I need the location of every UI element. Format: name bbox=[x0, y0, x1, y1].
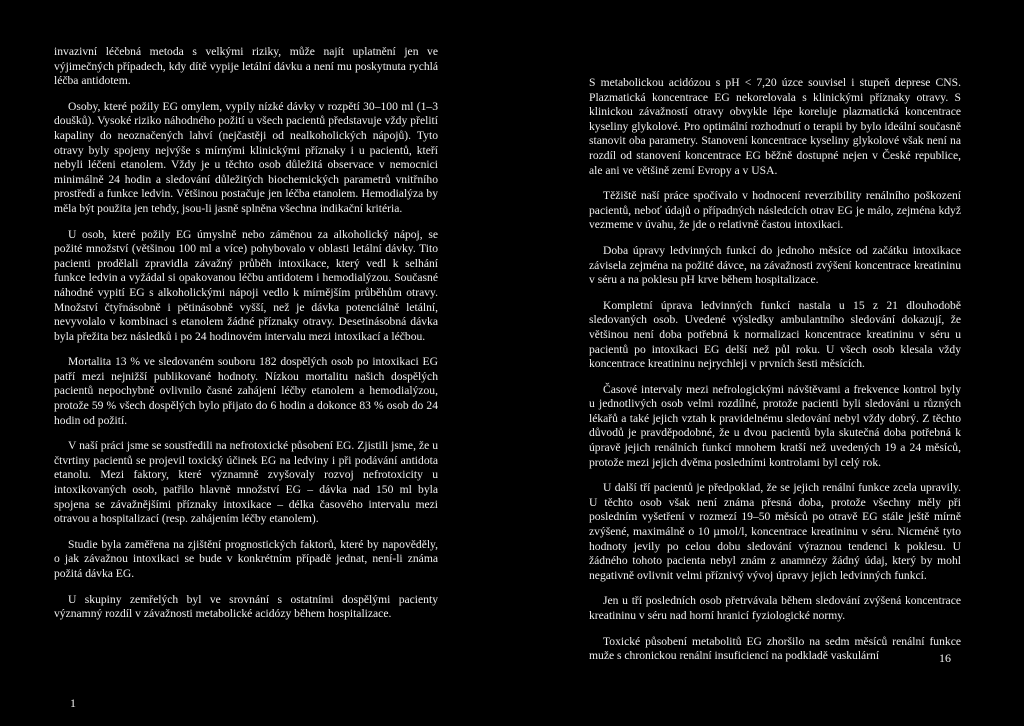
right-paragraph-2: Těžiště naší práce spočívalo v hodnocení reverzibility renálního poškození pacientů, neboť údajů o případných následcích otrav EG je málo, zejména když vezmeme v úvahu, že jde o relativně častou intoxikaci. bbox=[589, 189, 961, 232]
left-paragraph-7: U skupiny zemřelých byl ve srovnání s ostatními dospělými pacienty významný rozdíl v závažnosti metabolické acidózy během hospitalizace. bbox=[54, 592, 438, 621]
right-paragraph-5: Časové intervaly mezi nefrologickými návštěvami a frekvence kontrol byly u jednotlivých osob velmi rozdílné, protože pacienti byli sledováni u různých lékařů a také jejich vztah k pravidelnému sledování nebyl vždy dobrý. Z těchto důvodů je pravděpodobné, že u dvou pacientů byla skutečná doba potřebná k úpravě jejich renálních funkcí mnohem kratší než uvedených 19 a 24 měsíců, protože mezi jejich dvěma posledními kontrolami byl celý rok. bbox=[589, 382, 961, 469]
right-paragraph-7: Jen u tří posledních osob přetrvávala během sledování zvýšená koncentrace kreatininu v séru nad horní hranicí fyziologické normy. bbox=[589, 594, 961, 622]
left-paragraph-5: V naší práci jsme se soustředili na nefrotoxické působení EG. Zjistili jsme, že u čtvrtiny pacientů se projevil toxický účinek EG na ledviny i při podávání antidota etanolu. Mezi faktory, které významně zvyšovaly rozvoj nefrotoxicity u intoxikovaných osob, patřilo hlavně množství EG – dávka nad 150 ml byla spojena se závažnějšími příznaky intoxikace – délka časového intervalu mezi otravou a hospitalizací (resp. zahájením léčby etanolem). bbox=[54, 439, 438, 526]
left-paragraph-6: Studie byla zaměřena na zjištění prognostických faktorů, které by napověděly, o jak závažnou intoxikaci se bude v konkrétním případě jednat, není-li známa požitá dávka EG. bbox=[54, 537, 438, 580]
left-paragraph-4: Mortalita 13 % ve sledovaném souboru 182 dospělých osob po intoxikaci EG patří mezi nejnižší publikované hodnoty. Nízkou mortalitu našich dospělých pacientů nepochybně ovlivnilo časné zahájení léčby etanolem a hemodialýzou, protože 59 % všech dospělých bylo přijato do 6 hodin a dokonce 83 % osob do 24 hodin od požití. bbox=[54, 355, 438, 427]
left-page-column bbox=[54, 45, 438, 633]
right-paragraph-6: U další tří pacientů je předpoklad, že se jejich renální funkce zcela upravily. U těchto osob však není známa přesná doba, protože všechny měly při posledním vyšetření v rozmezí 19–50 měsíců po otravě EG stále ještě mírně zvýšené, maximálně o 10 µmol/l, koncentrace kreatininu v séru. Nicméně tyto hodnoty jevily po celou dobu sledování výraznou tendenci k poklesu. U žádného tohoto pacienta nebyl znám z anamnézy žádný údaj, který by mohl negativně ovlivnit velmi příznivý vývoj úpravy jejich ledvinných funkcí. bbox=[589, 481, 961, 582]
left-paragraph-1: invazivní léčebná metoda s velkými riziky, může najít uplatnění jen ve výjimečných případech, kdy dítě vypije letální dávku a není mu poskytnuta rychlá léčba antidotem. bbox=[54, 45, 438, 88]
right-page-column bbox=[589, 76, 961, 675]
right-page-number: 16 bbox=[939, 651, 951, 665]
left-paragraph-2: Osoby, které požily EG omylem, vypily nízké dávky v rozpětí 30–100 ml (1–3 doušků). Vysoké riziko náhodného požití u všech pacientů představuje vždy přelití kapaliny do neoznačených lahví (nejčastěji od nealkoholických nápojů). Tyto otravy byly spojeny nejvýše s mírnými klinickými příznaky i u pacientů, kteří nebyli léčeni etanolem. Vždy je u těchto osob důležitá observace v nemocnici minimálně 24 hodin a sledování důležitých biochemických parametrů vnitřního prostředí a funkce ledvin. Většinou postačuje jen léčba etanolem. Hemodialýza by měla být použita jen tehdy, jsou-li jasně splněna všechna indikační kritéria. bbox=[54, 99, 438, 215]
left-paragraph-3: U osob, které požily EG úmyslně nebo záměnou za alkoholický nápoj, se požité množství (většinou 100 ml a více) pohybovalo v oblasti letální dávky. Tito pacienti prodělali zpravidla závažný průběh intoxikace, který vedl k selhání funkce ledvin a vyžádal si opakovanou léčbu antidotem i hemodialýzou. Současné náhodné vypití EG s alkoholickými nápoji vedlo k mírnějším průběhům otravy. Množství čtyřnásobně i pětinásobně vyšší, než je dávka potenciálně letální, nevyvolalo v kombinaci s etanolem žádné příznaky otravy. Desetinásobná dávka byla přežita bez následků i po 24 hodinovém intervalu mezi intoxikací a léčbou. bbox=[54, 227, 438, 343]
left-page-number: 1 bbox=[70, 696, 76, 710]
right-paragraph-1: S metabolickou acidózou s pH < 7,20 úzce souvisel i stupeň deprese CNS. Plazmatická koncentrace EG nekorelovala s klinickými příznaky otravy. S klinickou závažností otravy obvykle lépe koreluje plazmatická koncentrace kyseliny glykolové. Pro optimální rozhodnutí o terapii by bylo ideální současně stanovit oba parametry. Stanovení koncentrace kyseliny glykolové však není na rozdíl od stanovení koncentrace EG běžně dostupné nejen v České republice, ale ani ve většině zemí Evropy a v USA. bbox=[589, 76, 961, 177]
right-paragraph-3: Doba úpravy ledvinných funkcí do jednoho měsíce od začátku intoxikace závisela zejména na požité dávce, na závažnosti zvýšení koncentrace kreatininu v séru a na poklesu pH krve během hospitalizace. bbox=[589, 243, 961, 287]
right-paragraph-4: Kompletní úprava ledvinných funkcí nastala u 15 z 21 dlouhodobě sledovaných osob. Uvedené výsledky ambulantního sledování dokazují, že většinou není doba potřebná k normalizaci koncentrace kreatininu v séru u pacientů po intoxikaci EG delší než půl roku. U všech osob klesala vždy koncentrace kreatininu nejrychleji v prvních šesti měsících. bbox=[589, 298, 961, 371]
right-paragraph-8: Toxické působení metabolitů EG zhoršilo na sedm měsíců renální funkce muže s chronickou renální insuficiencí na podkladě vaskulární bbox=[589, 634, 961, 663]
